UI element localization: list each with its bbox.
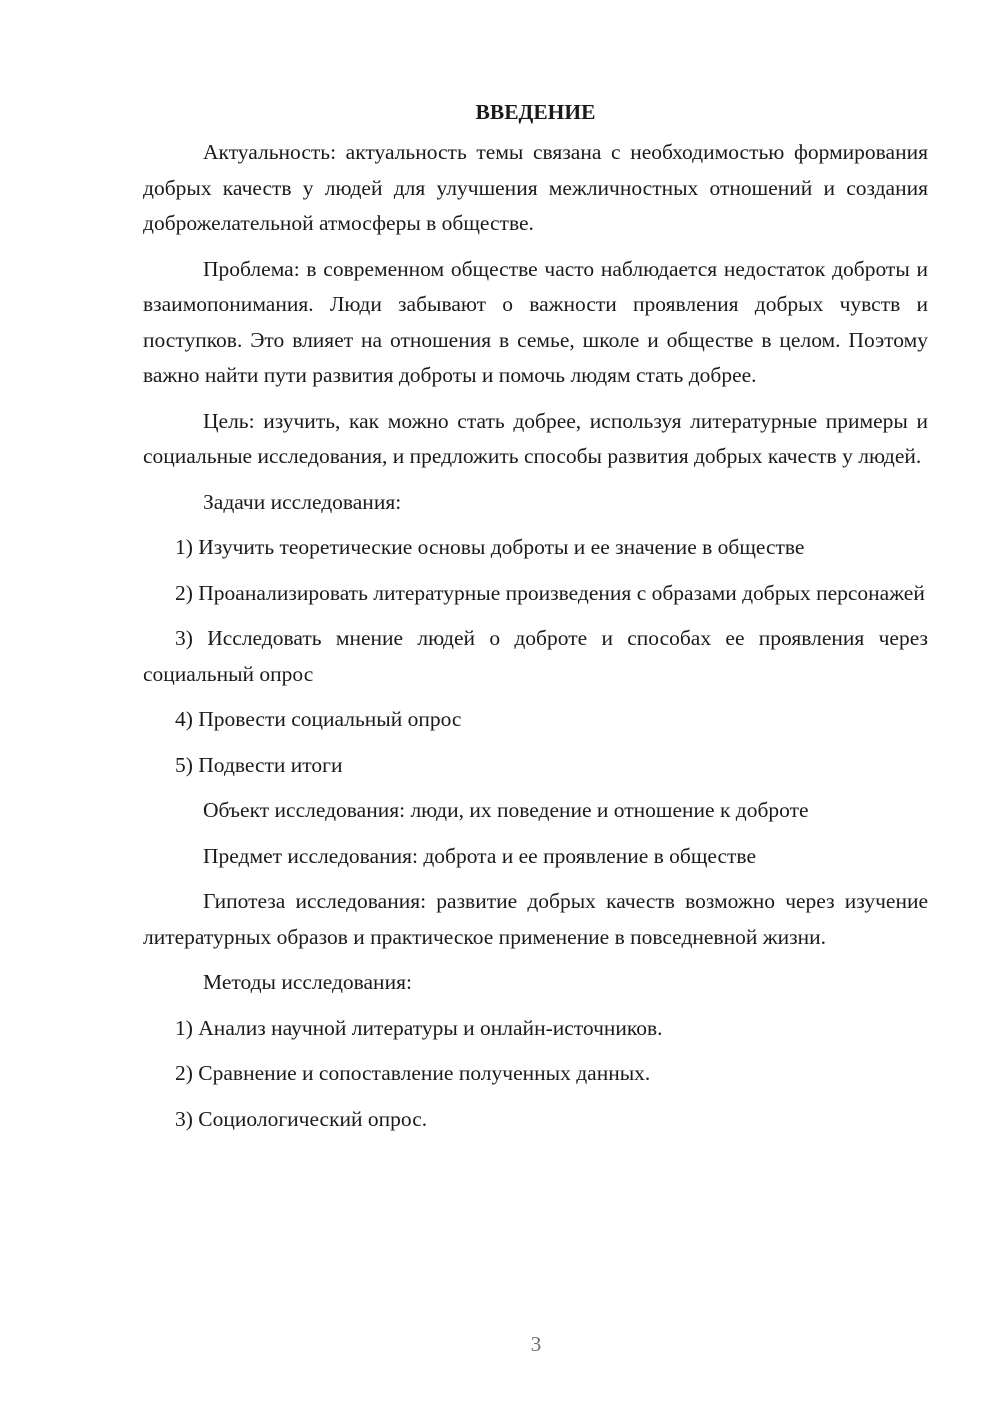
task-item-2: 2) Проанализировать литературные произведения с образами добрых персонажей: [175, 580, 925, 605]
page-number: 3: [530, 1332, 542, 1356]
task-item-4: 4) Провести социальный опрос: [175, 707, 462, 731]
goal-paragraph: Цель: изучить, как можно стать добрее, используя литературные примеры и социальные исследования, и предложить способы развития добрых качеств у людей.: [143, 408, 928, 468]
subject-paragraph: Предмет исследования: доброта и ее проявление в обществе: [203, 843, 756, 868]
hypothesis-paragraph: Гипотеза исследования: развитие добрых качеств возможно через изучение литературных образов и практическое применение в повседневной жизни.: [143, 889, 928, 949]
method-item-1: 1) Анализ научной литературы и онлайн-источников.: [175, 1015, 663, 1040]
methods-heading: Методы исследования:: [203, 970, 412, 994]
relevance-paragraph: Актуальность: актуальность темы связана с необходимостью формирования добрых качеств у людей для улучшения межличностных отношений и создания доброжелательной атмосферы в обществе.: [143, 140, 928, 235]
task-item-3: 3) Исследовать мнение людей о доброте и способах ее проявления через социальный опрос: [143, 626, 928, 686]
tasks-heading: Задачи исследования:: [203, 489, 402, 514]
problem-paragraph: Проблема: в современном обществе часто наблюдается недостаток доброты и взаимопонимания. Люди забывают о важности проявления добрых чувств и поступков. Это влияет на отношения в семье, школе и обществе в целом. Поэтому важно найти пути развития доброты и помочь людям стать добрее.: [143, 256, 928, 387]
task-item-5: 5) Подвести итоги: [175, 752, 343, 777]
method-item-3: 3) Социологический опрос.: [175, 1106, 428, 1131]
page-content: [143, 97, 928, 1147]
page-title: ВВЕДЕНИЕ: [475, 100, 596, 124]
task-item-1: 1) Изучить теоретические основы доброты и ее значение в обществе: [175, 535, 805, 559]
object-paragraph: Объект исследования: люди, их поведение и отношение к доброте: [203, 798, 809, 822]
method-item-2: 2) Сравнение и сопоставление полученных данных.: [175, 1061, 651, 1085]
